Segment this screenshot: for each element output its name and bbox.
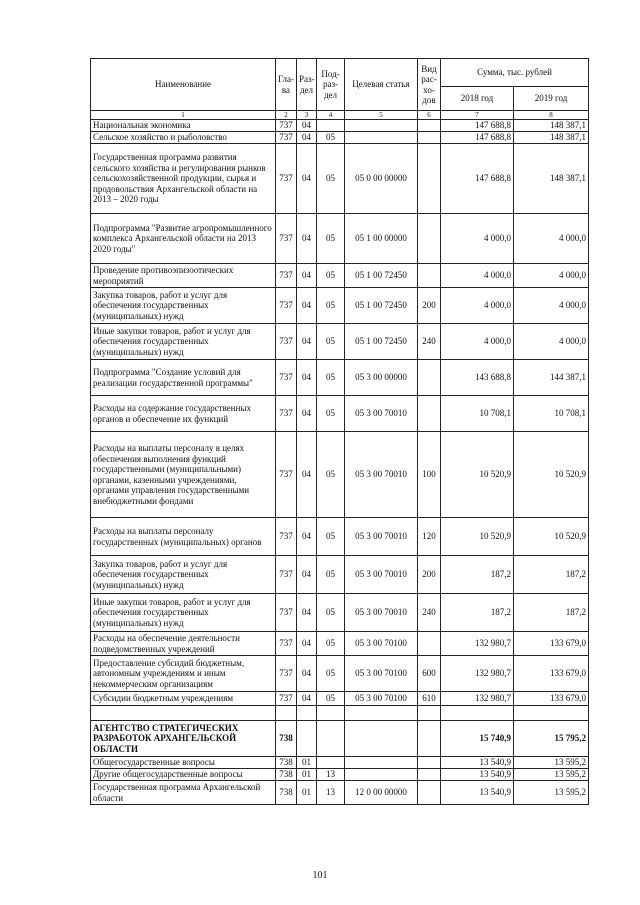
row-sum-2018: 187,2 (441, 594, 514, 632)
row-sum-2018: 4 000,0 (441, 324, 514, 360)
row-razdel: 04 (297, 324, 317, 360)
row-name: Сельское хозяйство и рыболовство (91, 132, 276, 144)
row-sum-2019: 148 387,1 (514, 120, 589, 132)
row-podrazdel: 05 (317, 396, 345, 432)
row-sum-2019: 4 000,0 (514, 288, 589, 324)
row-glava: 738 (276, 781, 297, 805)
row-name: Расходы на выплаты персоналу государственных (муниципальных) органов (91, 518, 276, 556)
header-razdel: Раз-дел (297, 59, 317, 111)
row-glava: 737 (276, 324, 297, 360)
row-glava: 737 (276, 656, 297, 692)
row-sum-2018: 132 980,7 (441, 632, 514, 656)
row-sum-2019: 13 595,2 (514, 781, 589, 805)
col-number: 3 (297, 111, 317, 120)
table-row (91, 594, 589, 632)
row-name: Подпрограмма "Создание условий для реализации государственной программы" (91, 360, 276, 396)
column-numbers-row (91, 111, 589, 120)
row-podrazdel: 05 (317, 132, 345, 144)
row-glava: 737 (276, 396, 297, 432)
budget-page (90, 58, 588, 805)
row-name: Общегосударственные вопросы (91, 757, 276, 769)
row-glava: 737 (276, 518, 297, 556)
row-vid (418, 120, 441, 132)
col-number: 4 (317, 111, 345, 120)
spacer-cell (297, 706, 317, 721)
row-glava: 737 (276, 288, 297, 324)
row-vid (418, 264, 441, 288)
row-glava: 737 (276, 692, 297, 706)
row-celevaya: 05 3 00 00000 (345, 360, 418, 396)
row-sum-2018: 143 688,8 (441, 360, 514, 396)
table-row (91, 518, 589, 556)
row-celevaya: 05 1 00 72450 (345, 264, 418, 288)
header-podrazdel: Под-раз-дел (317, 59, 345, 111)
row-podrazdel: 05 (317, 144, 345, 214)
row-razdel: 04 (297, 556, 317, 594)
row-celevaya (345, 757, 418, 769)
row-razdel: 04 (297, 632, 317, 656)
row-sum-2019: 15 795,2 (514, 721, 589, 757)
table-row (91, 264, 589, 288)
row-sum-2018: 4 000,0 (441, 264, 514, 288)
row-vid (418, 632, 441, 656)
row-name: Другие общегосударственные вопросы (91, 769, 276, 781)
row-sum-2018: 132 980,7 (441, 656, 514, 692)
row-sum-2018: 147 688,8 (441, 132, 514, 144)
col-number: 2 (276, 111, 297, 120)
row-sum-2018: 13 540,9 (441, 757, 514, 769)
row-name: АГЕНТСТВО СТРАТЕГИЧЕСКИХ РАЗРАБОТОК АРХАНГЕЛЬСКОЙ ОБЛАСТИ (91, 721, 276, 757)
spacer-cell (441, 706, 514, 721)
row-celevaya: 05 3 00 70100 (345, 692, 418, 706)
row-glava: 738 (276, 769, 297, 781)
row-vid: 200 (418, 556, 441, 594)
row-name: Государственная программа развития сельского хозяйства и регулирования рынков сельскохозяйственной продукции, сырья и продовольствия Архангельской области на 2013 – 2020 годы (91, 144, 276, 214)
row-razdel: 04 (297, 518, 317, 556)
row-podrazdel: 05 (317, 214, 345, 264)
row-glava: 737 (276, 360, 297, 396)
row-celevaya: 05 1 00 72450 (345, 324, 418, 360)
row-sum-2019: 148 387,1 (514, 132, 589, 144)
row-name: Иные закупки товаров, работ и услуг для обеспечения государственных (муниципальных) нужд (91, 324, 276, 360)
row-name: Закупка товаров, работ и услуг для обеспечения государственных (муниципальных) нужд (91, 556, 276, 594)
col-number: 7 (441, 111, 514, 120)
row-vid: 240 (418, 594, 441, 632)
row-celevaya (345, 721, 418, 757)
row-podrazdel: 05 (317, 324, 345, 360)
row-name: Расходы на выплаты персоналу в целях обеспечения выполнения функций государственными (муниципальными) органами, казенными учреждениями, органами управления государственными внебюджетными фондами (91, 432, 276, 518)
row-glava: 737 (276, 132, 297, 144)
row-name: Проведение противоэпизоотических мероприятий (91, 264, 276, 288)
row-sum-2019: 13 595,2 (514, 757, 589, 769)
row-razdel: 04 (297, 692, 317, 706)
row-vid (418, 757, 441, 769)
table-row (91, 120, 589, 132)
row-name: Национальная экономика (91, 120, 276, 132)
row-glava: 738 (276, 757, 297, 769)
row-sum-2019: 4 000,0 (514, 264, 589, 288)
row-podrazdel: 05 (317, 518, 345, 556)
row-podrazdel: 05 (317, 594, 345, 632)
row-sum-2018: 15 740,9 (441, 721, 514, 757)
spacer-cell (514, 706, 589, 721)
row-razdel: 04 (297, 360, 317, 396)
row-podrazdel: 05 (317, 632, 345, 656)
row-vid (418, 781, 441, 805)
row-razdel: 04 (297, 594, 317, 632)
row-razdel: 01 (297, 781, 317, 805)
row-razdel: 01 (297, 757, 317, 769)
table-row (91, 432, 589, 518)
table-row (91, 324, 589, 360)
row-podrazdel: 05 (317, 432, 345, 518)
row-razdel: 04 (297, 396, 317, 432)
row-sum-2019: 133 679,0 (514, 632, 589, 656)
row-glava: 737 (276, 432, 297, 518)
row-name: Государственная программа Архангельской области (91, 781, 276, 805)
row-podrazdel: 05 (317, 692, 345, 706)
row-sum-2018: 13 540,9 (441, 781, 514, 805)
row-sum-2018: 187,2 (441, 556, 514, 594)
row-podrazdel: 13 (317, 769, 345, 781)
row-glava: 737 (276, 632, 297, 656)
header-name: Наименование (91, 59, 276, 111)
header-vid: Вид рас-хо-дов (418, 59, 441, 111)
spacer-row (91, 706, 589, 721)
row-vid (418, 396, 441, 432)
row-celevaya (345, 769, 418, 781)
spacer-cell (91, 706, 276, 721)
row-vid: 610 (418, 692, 441, 706)
row-podrazdel: 05 (317, 656, 345, 692)
row-celevaya (345, 120, 418, 132)
row-sum-2018: 132 980,7 (441, 692, 514, 706)
row-podrazdel: 13 (317, 781, 345, 805)
row-vid (418, 144, 441, 214)
row-glava: 737 (276, 214, 297, 264)
row-vid (418, 214, 441, 264)
col-number: 1 (91, 111, 276, 120)
row-glava: 737 (276, 264, 297, 288)
row-sum-2018: 147 688,8 (441, 120, 514, 132)
row-podrazdel (317, 721, 345, 757)
table-row (91, 214, 589, 264)
table-row (91, 556, 589, 594)
row-vid: 600 (418, 656, 441, 692)
header-2019: 2019 год (514, 87, 589, 111)
spacer-cell (317, 706, 345, 721)
row-glava: 738 (276, 721, 297, 757)
row-vid (418, 360, 441, 396)
row-celevaya (345, 132, 418, 144)
row-vid (418, 769, 441, 781)
row-celevaya: 05 3 00 70010 (345, 432, 418, 518)
table-row (91, 656, 589, 692)
row-name: Подпрограмма "Развитие агропромышленного комплекса Архангельской области на 2013 2020 годы" (91, 214, 276, 264)
spacer-cell (418, 706, 441, 721)
row-razdel: 04 (297, 214, 317, 264)
row-celevaya: 05 3 00 70010 (345, 594, 418, 632)
row-sum-2018: 10 520,9 (441, 432, 514, 518)
row-sum-2019: 10 708,1 (514, 396, 589, 432)
row-celevaya: 05 3 00 70100 (345, 632, 418, 656)
row-vid: 100 (418, 432, 441, 518)
row-razdel: 04 (297, 132, 317, 144)
header-2018: 2018 год (441, 87, 514, 111)
row-vid: 120 (418, 518, 441, 556)
row-sum-2019: 133 679,0 (514, 692, 589, 706)
row-vid (418, 721, 441, 757)
row-sum-2019: 187,2 (514, 594, 589, 632)
row-razdel (297, 721, 317, 757)
row-sum-2018: 10 708,1 (441, 396, 514, 432)
row-sum-2019: 144 387,1 (514, 360, 589, 396)
row-razdel: 04 (297, 432, 317, 518)
row-podrazdel: 05 (317, 360, 345, 396)
row-celevaya: 05 1 00 00000 (345, 214, 418, 264)
table-row (91, 396, 589, 432)
spacer-cell (345, 706, 418, 721)
row-sum-2019: 4 000,0 (514, 214, 589, 264)
row-celevaya: 05 3 00 70010 (345, 556, 418, 594)
row-name: Закупка товаров, работ и услуг для обеспечения государственных (муниципальных) нужд (91, 288, 276, 324)
row-podrazdel (317, 120, 345, 132)
row-sum-2019: 133 679,0 (514, 656, 589, 692)
row-celevaya: 05 0 00 00000 (345, 144, 418, 214)
row-razdel: 04 (297, 656, 317, 692)
row-razdel: 04 (297, 144, 317, 214)
row-podrazdel: 05 (317, 264, 345, 288)
table-body (91, 120, 589, 805)
table-row (91, 721, 589, 757)
table-row (91, 769, 589, 781)
row-razdel: 04 (297, 264, 317, 288)
row-podrazdel (317, 757, 345, 769)
row-vid: 240 (418, 324, 441, 360)
row-sum-2018: 4 000,0 (441, 214, 514, 264)
row-razdel: 04 (297, 120, 317, 132)
row-glava: 737 (276, 594, 297, 632)
page-number: 101 (312, 870, 328, 881)
spacer-cell (276, 706, 297, 721)
row-name: Иные закупки товаров, работ и услуг для обеспечения государственных (муниципальных) нужд (91, 594, 276, 632)
header-summa: Сумма, тыс. рублей (441, 59, 589, 87)
row-sum-2019: 10 520,9 (514, 432, 589, 518)
budget-table (90, 58, 589, 805)
col-number: 6 (418, 111, 441, 120)
row-razdel: 01 (297, 769, 317, 781)
col-number: 8 (514, 111, 589, 120)
row-sum-2019: 13 595,2 (514, 769, 589, 781)
row-razdel: 04 (297, 288, 317, 324)
row-sum-2018: 4 000,0 (441, 288, 514, 324)
row-vid (418, 132, 441, 144)
table-row (91, 360, 589, 396)
row-glava: 737 (276, 120, 297, 132)
row-podrazdel: 05 (317, 556, 345, 594)
row-sum-2019: 4 000,0 (514, 324, 589, 360)
row-sum-2019: 148 387,1 (514, 144, 589, 214)
row-sum-2018: 13 540,9 (441, 769, 514, 781)
table-row (91, 757, 589, 769)
table-row (91, 692, 589, 706)
row-celevaya: 05 3 00 70010 (345, 518, 418, 556)
row-celevaya: 12 0 00 00000 (345, 781, 418, 805)
header-celevaya: Целевая статья (345, 59, 418, 111)
row-celevaya: 05 1 00 72450 (345, 288, 418, 324)
row-name: Предоставление субсидий бюджетным, автономным учреждениям и иным некоммерческим организациям (91, 656, 276, 692)
row-sum-2018: 147 688,8 (441, 144, 514, 214)
row-glava: 737 (276, 144, 297, 214)
row-vid: 200 (418, 288, 441, 324)
row-celevaya: 05 3 00 70010 (345, 396, 418, 432)
row-podrazdel: 05 (317, 288, 345, 324)
row-sum-2019: 10 520,9 (514, 518, 589, 556)
table-row (91, 781, 589, 805)
header-glava: Гла-ва (276, 59, 297, 111)
row-glava: 737 (276, 556, 297, 594)
row-sum-2018: 10 520,9 (441, 518, 514, 556)
table-row (91, 144, 589, 214)
table-row (91, 288, 589, 324)
row-name: Расходы на обеспечение деятельности подведомственных учреждений (91, 632, 276, 656)
table-row (91, 632, 589, 656)
col-number: 5 (345, 111, 418, 120)
row-name: Расходы на содержание государственных органов и обеспечение их функций (91, 396, 276, 432)
row-sum-2019: 187,2 (514, 556, 589, 594)
table-row (91, 132, 589, 144)
row-name: Субсидии бюджетным учреждениям (91, 692, 276, 706)
row-celevaya: 05 3 00 70100 (345, 656, 418, 692)
